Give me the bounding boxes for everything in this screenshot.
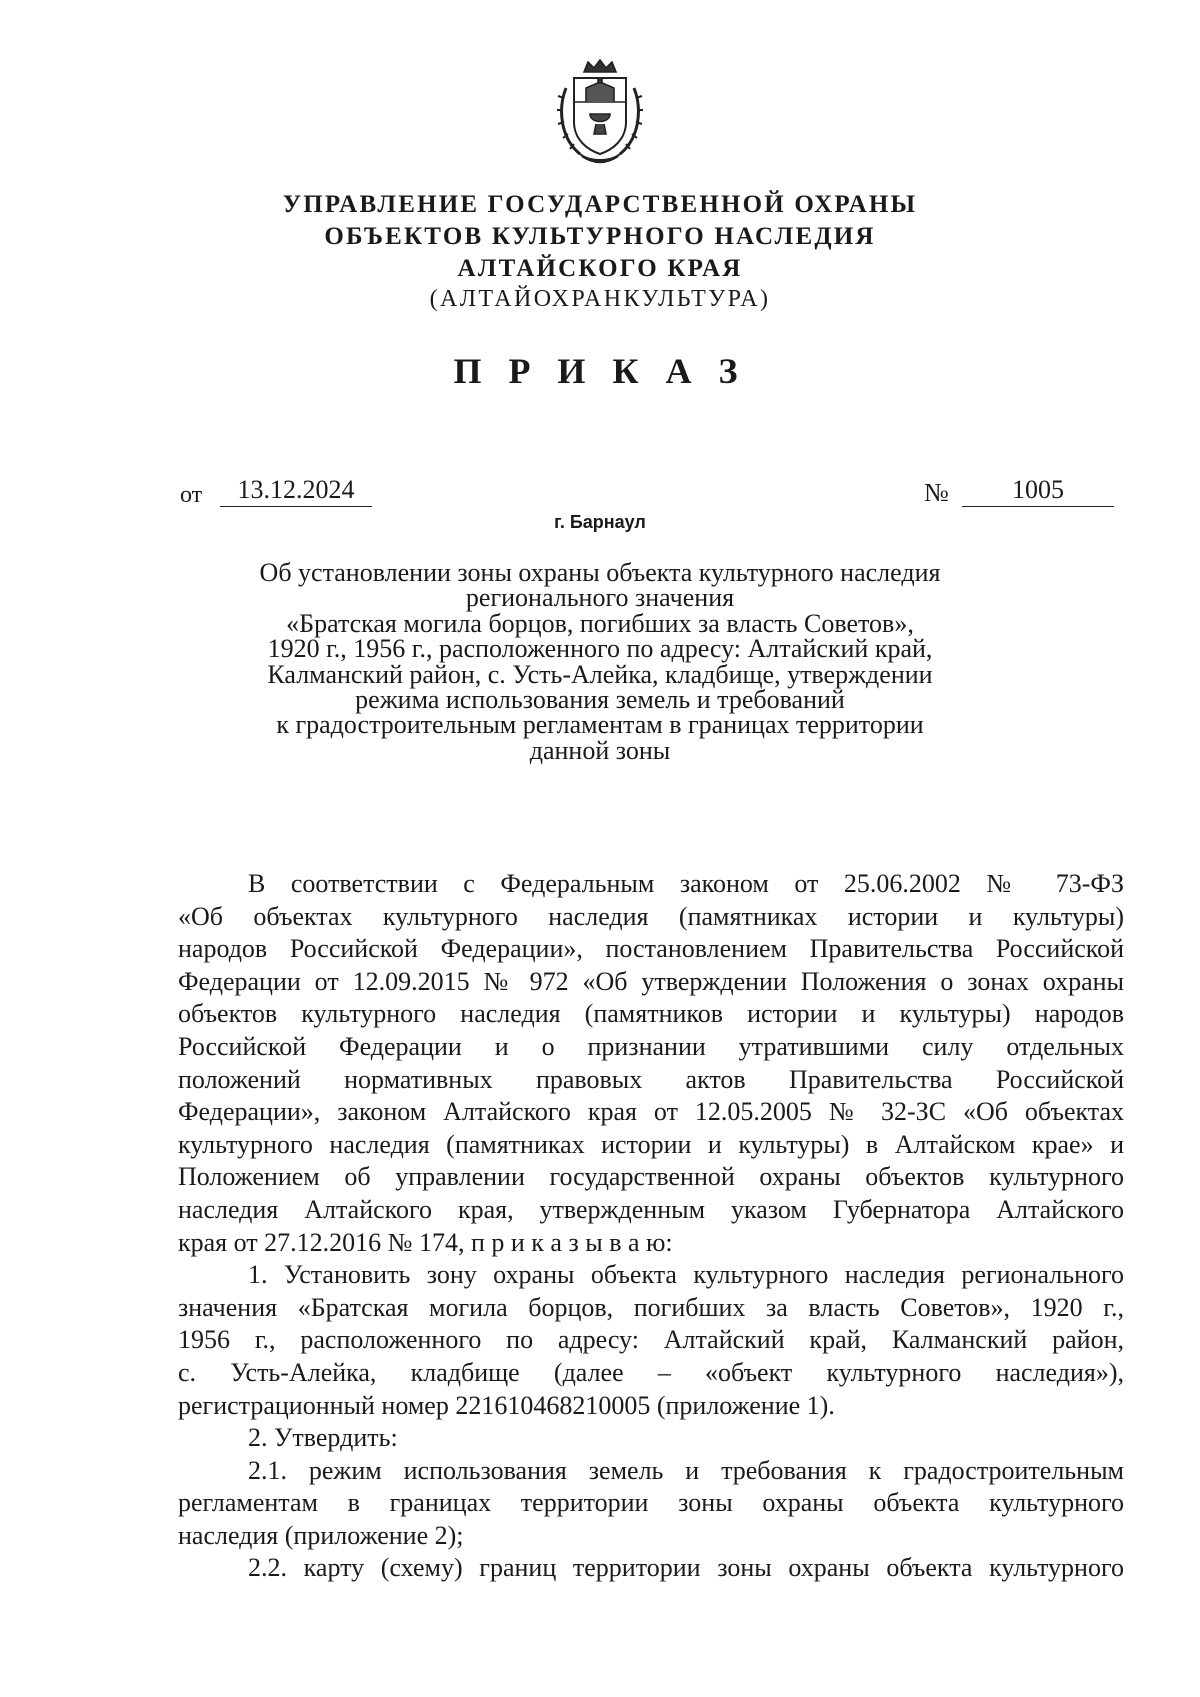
heading-line: к градостроительным регламентам в границах территории xyxy=(276,710,924,740)
body-line: 2. Утвердить: xyxy=(248,1423,398,1453)
heading-line: регионального значения xyxy=(465,583,735,613)
document-date: 13.12.2024 xyxy=(220,474,372,507)
body-line: регламентам в границах территории зоны охраны объекта культурного xyxy=(178,1488,1124,1518)
body-line: культурного наследия (памятниках истории и культуры) в Алтайском крае» и xyxy=(178,1129,1124,1159)
document-title: П Р И К А З xyxy=(453,351,747,391)
body-line: Положением об управлении государственной охраны объектов культурного xyxy=(178,1162,1124,1192)
document-body xyxy=(178,868,1124,1585)
body-line: 2.2. карту (схему) границ территории зоны охраны объекта культурного xyxy=(248,1553,1124,1583)
city-name: г. Барнаул xyxy=(554,512,646,532)
body-line: 1956 г., расположенного по адресу: Алтайский край, Калманский район, xyxy=(178,1325,1124,1355)
org-name-line-3: АЛТАЙСКОГО КРАЯ xyxy=(457,255,743,282)
org-name-line-1: УПРАВЛЕНИЕ ГОСУДАРСТВЕННОЙ ОХРАНЫ xyxy=(282,191,918,218)
number-label: № xyxy=(924,478,949,507)
body-line: В соответствии с Федеральным законом от 25.06.2002 № 73-ФЗ xyxy=(248,869,1124,898)
date-label: от xyxy=(180,482,203,508)
body-line: с. Усть-Алейка, кладбище (далее – «объект культурного наследия»), xyxy=(178,1357,1124,1387)
body-line: края от 27.12.2016 № 174, п р и к а з ы в а ю: xyxy=(178,1227,673,1257)
body-line: положений нормативных правовых актов Правительства Российской xyxy=(178,1064,1124,1094)
org-short-name: (АЛТАЙОХРАНКУЛЬТУРА) xyxy=(429,286,771,312)
body-line: наследия Алтайского края, утвержденным указом Губернатора Алтайского xyxy=(178,1194,1124,1224)
heading-line: 1920 г., 1956 г., расположенного по адресу: Алтайский край, xyxy=(267,634,933,664)
coat-of-arms-emblem xyxy=(554,58,646,168)
org-name-line-2: ОБЪЕКТОВ КУЛЬТУРНОГО НАСЛЕДИЯ xyxy=(324,223,876,250)
body-line: Федерации», законом Алтайского края от 12.05.2005 № 32-ЗС «Об объектах xyxy=(178,1097,1124,1127)
body-line: объектов культурного наследия (памятников истории и культуры) народов xyxy=(178,999,1124,1029)
heading-line: режима использования земель и требований xyxy=(355,685,845,715)
body-line: 2.1. режим использования земель и требования к градостроительным xyxy=(248,1455,1124,1485)
document-number: 1005 xyxy=(962,474,1114,507)
heading-line: Калманский район, с. Усть-Алейка, кладбище, утверждении xyxy=(267,659,933,689)
body-line: 1. Установить зону охраны объекта культурного наследия регионального xyxy=(248,1260,1124,1290)
heading-line: данной зоны xyxy=(529,735,671,765)
body-line: «Об объектах культурного наследия (памятниках истории и культуры) xyxy=(178,901,1124,931)
body-line: регистрационный номер 221610468210005 (приложение 1). xyxy=(178,1390,835,1420)
body-line: наследия (приложение 2); xyxy=(178,1520,464,1550)
body-line: Федерации от 12.09.2015 № 972 «Об утверждении Положения о зонах охраны xyxy=(178,966,1124,996)
body-line: значения «Братская могила борцов, погибших за власть Советов», 1920 г., xyxy=(178,1292,1124,1322)
heading-line: «Братская могила борцов, погибших за власть Советов», xyxy=(286,608,914,638)
document-heading xyxy=(200,560,1000,763)
body-line: народов Российской Федерации», постановлением Правительства Российской xyxy=(178,934,1124,964)
body-line: Российской Федерации и о признании утратившими силу отдельных xyxy=(178,1031,1124,1061)
heading-line: Об установлении зоны охраны объекта культурного наследия xyxy=(259,558,941,587)
